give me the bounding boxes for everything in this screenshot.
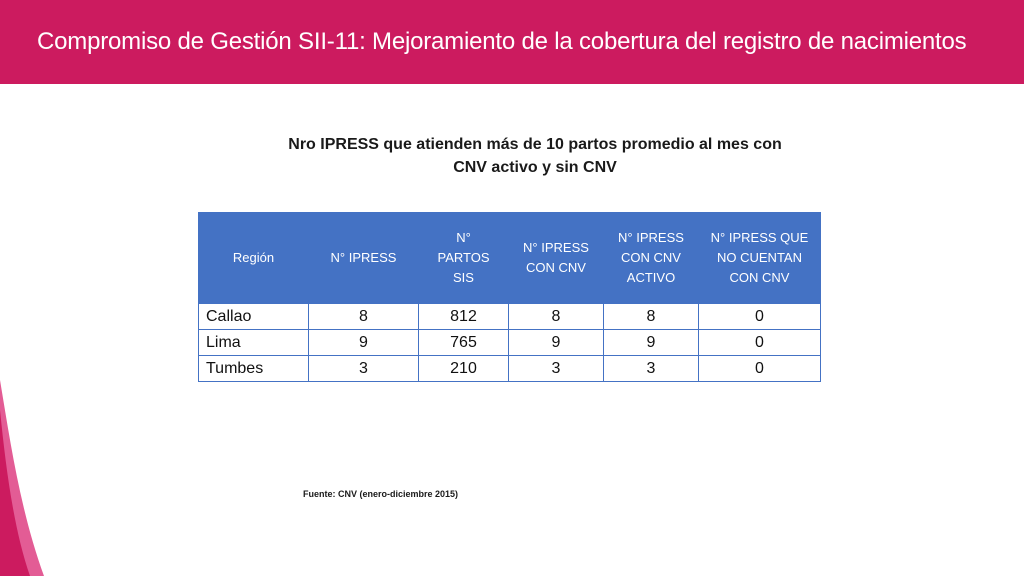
- cell-cnv-activo: 3: [604, 356, 699, 382]
- cell-ipress: 8: [309, 304, 419, 330]
- column-header-line: PARTOS: [437, 249, 490, 265]
- table-row: [199, 304, 821, 330]
- column-header-region: [199, 212, 309, 304]
- cell-region: Lima: [199, 330, 309, 356]
- table-header-row: [199, 212, 821, 304]
- column-header-line: N° IPRESS: [523, 239, 589, 255]
- cell-ipress: 9: [309, 330, 419, 356]
- cell-sin-cnv: 0: [699, 356, 821, 382]
- column-header-line: N° IPRESS: [330, 249, 397, 265]
- cell-ipress: 3: [309, 356, 419, 382]
- column-header-line: NO CUENTAN: [717, 249, 802, 265]
- cell-sin-cnv: 0: [699, 330, 821, 356]
- table-row: [199, 330, 821, 356]
- column-header-line: ACTIVO: [626, 269, 676, 285]
- cell-con-cnv: 8: [509, 304, 604, 330]
- table-caption-line-2: CNV activo y sin CNV: [453, 159, 617, 176]
- cell-partos: 210: [419, 356, 509, 382]
- ipress-table: [198, 212, 821, 382]
- cell-con-cnv: 3: [509, 356, 604, 382]
- column-header-line: Región: [232, 249, 275, 265]
- title-bar: [0, 0, 1024, 84]
- source-note: Fuente: CNV (enero-diciembre 2015): [303, 489, 459, 499]
- cell-cnv-activo: 8: [604, 304, 699, 330]
- column-header-ipress: [309, 212, 419, 304]
- column-header-line: SIS: [453, 269, 474, 285]
- table-caption: [250, 133, 820, 179]
- column-header-partos-sis: [419, 212, 509, 304]
- column-header-ipress-con-cnv: [509, 212, 604, 304]
- table-caption-line-1: Nro IPRESS que atienden más de 10 partos promedio al mes con: [288, 136, 782, 153]
- column-header-line: N°: [456, 229, 471, 245]
- cell-region: Tumbes: [199, 356, 309, 382]
- column-header-ipress-sin-cnv: [699, 212, 821, 304]
- page-title: Compromiso de Gestión SII-11: Mejoramiento de la cobertura del registro de nacimientos: [37, 28, 967, 55]
- cell-sin-cnv: 0: [699, 304, 821, 330]
- cell-region: Callao: [199, 304, 309, 330]
- cell-cnv-activo: 9: [604, 330, 699, 356]
- column-header-line: N° IPRESS: [618, 229, 684, 245]
- column-header-ipress-cnv-activo: [604, 212, 699, 304]
- column-header-line: CON CNV: [526, 259, 586, 275]
- table-row: [199, 356, 821, 382]
- decorative-swoosh: [0, 380, 60, 576]
- cell-partos: 812: [419, 304, 509, 330]
- cell-partos: 765: [419, 330, 509, 356]
- column-header-line: N° IPRESS QUE: [710, 229, 809, 245]
- cell-con-cnv: 9: [509, 330, 604, 356]
- column-header-line: CON CNV: [621, 249, 681, 265]
- column-header-line: CON CNV: [729, 269, 790, 285]
